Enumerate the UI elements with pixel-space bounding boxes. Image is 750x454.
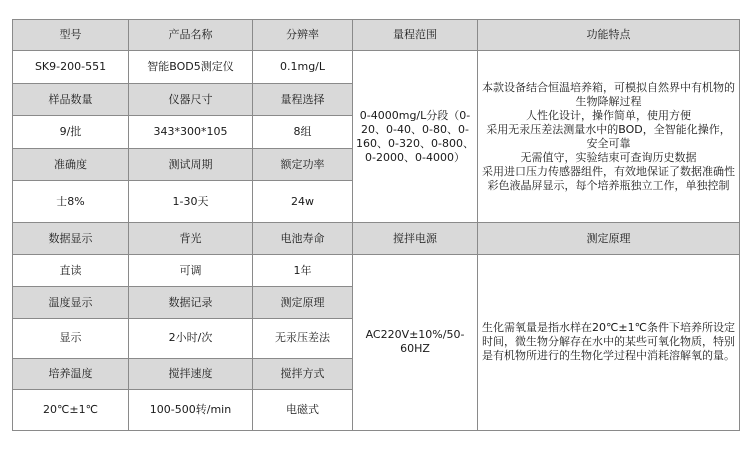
header-features: 功能特点 — [478, 20, 740, 51]
table-row — [13, 20, 740, 51]
cell-test-cycle: 1-30天 — [129, 181, 253, 223]
table-row — [13, 51, 740, 84]
label-accuracy: 准确度 — [13, 148, 129, 181]
cell-temp-display: 显示 — [13, 318, 129, 358]
cell-data-display: 直读 — [13, 254, 129, 287]
cell-culture-temp: 20℃±1℃ — [13, 390, 129, 431]
cell-model: SK9-200-551 — [13, 51, 129, 84]
label-stir-speed: 搅拌速度 — [129, 358, 253, 389]
cell-measure-principle: 无汞压差法 — [253, 318, 353, 358]
cell-range: 0-4000mg/L分段（0-20、0-40、0-80、0-160、0-320、0-800、0-2000、0-4000） — [353, 51, 478, 223]
table-row — [13, 223, 740, 254]
label-sample-qty: 样品数量 — [13, 83, 129, 116]
cell-resolution: 0.1mg/L — [253, 51, 353, 84]
feature-line: 本款设备结合恒温培养箱，可模拟自然界中有机物的生物降解过程 — [482, 80, 735, 108]
feature-line: 采用进口压力传感器组件，有效地保证了数据准确性 — [482, 164, 735, 178]
feature-line: 采用无汞压差法测量水中的BOD，全智能化操作，安全可靠 — [486, 122, 731, 150]
header-resolution: 分辨率 — [253, 20, 353, 51]
cell-rated-power: 24w — [253, 181, 353, 223]
label-rated-power: 额定功率 — [253, 148, 353, 181]
label-culture-temp: 培养温度 — [13, 358, 129, 389]
label-test-cycle: 测试周期 — [129, 148, 253, 181]
header-product-name: 产品名称 — [129, 20, 253, 51]
feature-line: 人性化设计，操作简单，使用方便 — [526, 108, 691, 122]
label-instrument-size: 仪器尺寸 — [129, 83, 253, 116]
cell-stir-mode: 电磁式 — [253, 390, 353, 431]
label-data-record: 数据记录 — [129, 287, 253, 318]
cell-stir-power: AC220V±10%/50-60HZ — [353, 254, 478, 430]
cell-stir-speed: 100-500转/min — [129, 390, 253, 431]
cell-instrument-size: 343*300*105 — [129, 116, 253, 149]
label-principle: 测定原理 — [478, 223, 740, 254]
cell-range-select: 8组 — [253, 116, 353, 149]
label-measure-principle: 测定原理 — [253, 287, 353, 318]
cell-accuracy: 士8% — [13, 181, 129, 223]
cell-data-record: 2小时/次 — [129, 318, 253, 358]
feature-line: 彩色液晶屏显示，每个培养瓶独立工作，单独控制 — [487, 178, 730, 192]
feature-line: 无需值守，实验结束可查询历史数据 — [520, 150, 697, 164]
cell-principle-description: 生化需氧量是指水样在20℃±1℃条件下培养所设定时间，微生物分解存在水中的某些可氧化物质，特别是有机物所进行的生物化学过程中消耗溶解氧的量。 — [478, 254, 740, 430]
cell-sample-qty: 9/批 — [13, 116, 129, 149]
cell-backlight: 可调 — [129, 254, 253, 287]
label-backlight: 背光 — [129, 223, 253, 254]
spec-table — [12, 19, 740, 431]
label-temp-display: 温度显示 — [13, 287, 129, 318]
label-stir-mode: 搅拌方式 — [253, 358, 353, 389]
header-range: 量程范围 — [353, 20, 478, 51]
table-row — [13, 254, 740, 287]
label-data-display: 数据显示 — [13, 223, 129, 254]
cell-battery-life: 1年 — [253, 254, 353, 287]
cell-features — [478, 51, 740, 223]
label-stir-power: 搅拌电源 — [353, 223, 478, 254]
label-battery-life: 电池寿命 — [253, 223, 353, 254]
header-model: 型号 — [13, 20, 129, 51]
cell-product-name: 智能BOD5测定仪 — [129, 51, 253, 84]
label-range-select: 量程选择 — [253, 83, 353, 116]
